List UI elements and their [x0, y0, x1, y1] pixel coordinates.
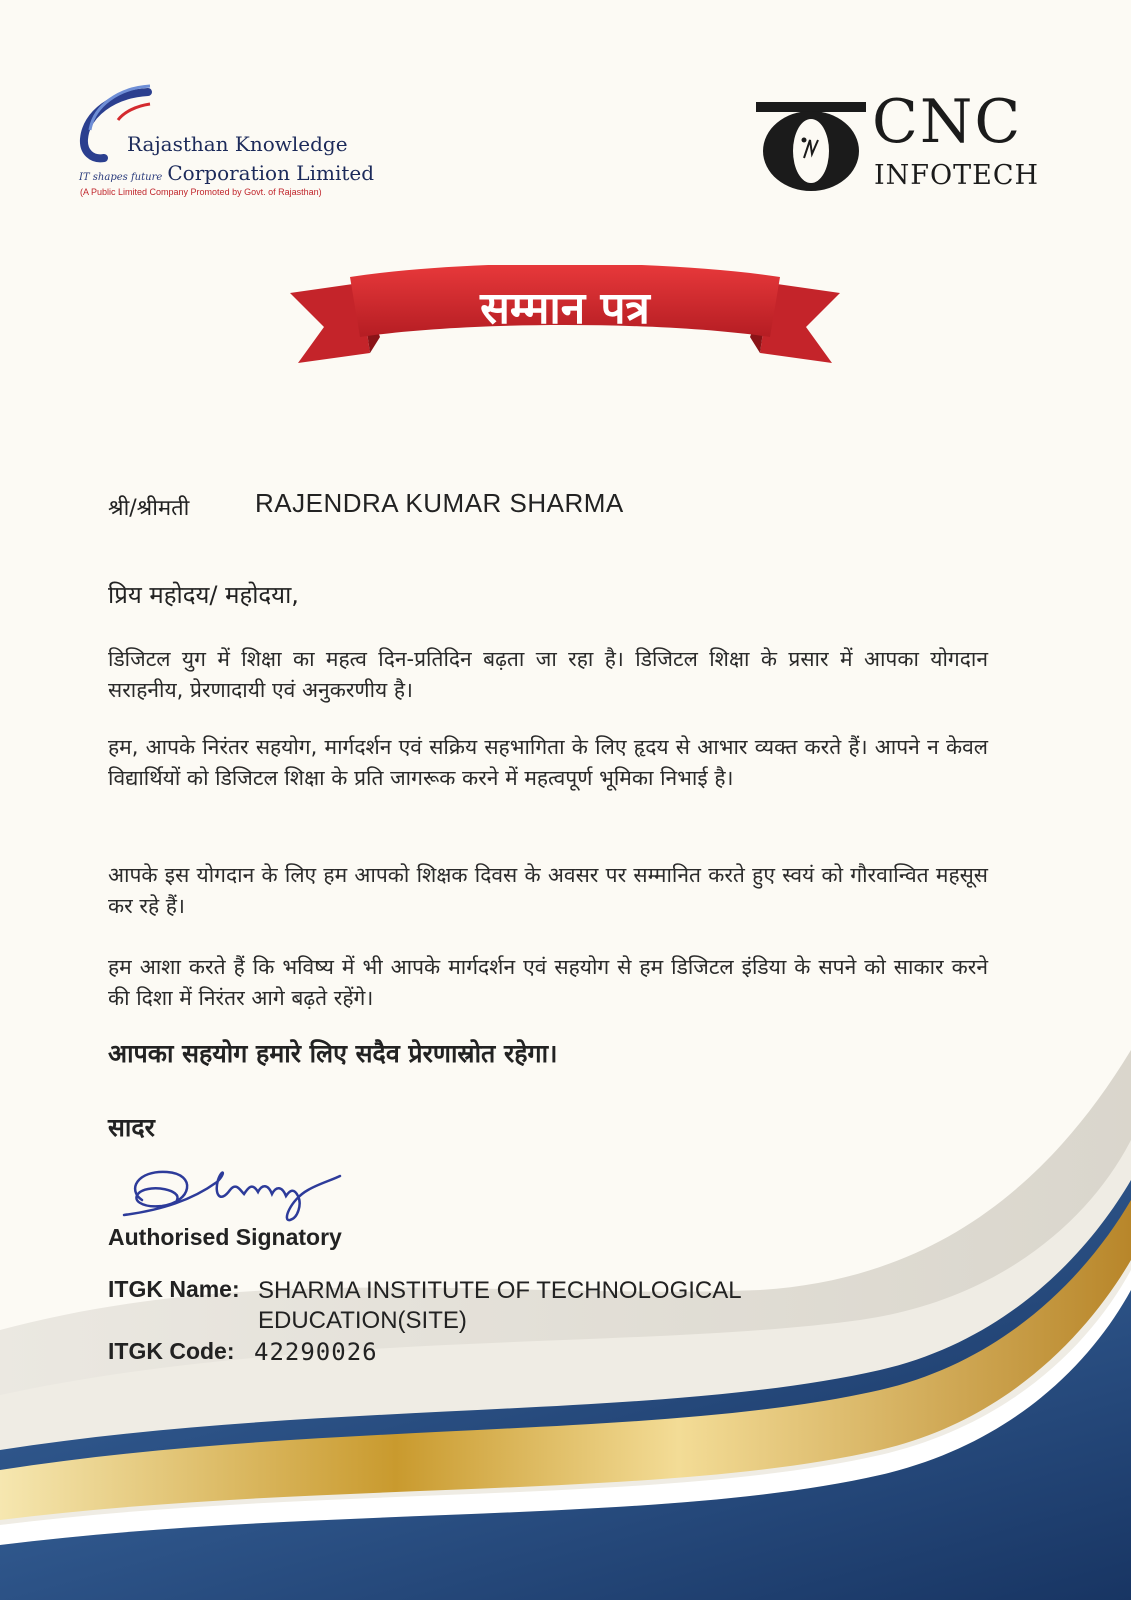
itgk-code-label: ITGK Code:	[108, 1338, 235, 1364]
body-paragraph: आपके इस योगदान के लिए हम आपको शिक्षक दिवस के अवसर पर सम्मानित करते हुए स्वयं को गौरवान्वित महसूस कर रहे हैं।	[108, 863, 988, 918]
rkcl-name-line2	[79, 161, 374, 185]
itgk-name-label: ITGK Name:	[108, 1276, 240, 1302]
certificate-title: सम्मान पत्र	[480, 283, 650, 334]
itgk-code-value: 42290026	[254, 1338, 378, 1366]
cnc-subtitle: INFOTECH	[874, 160, 1040, 191]
cnc-name: CNC	[872, 87, 1023, 157]
sign-off: सादर	[108, 1113, 155, 1142]
itgk-name-value: SHARMA INSTITUTE OF TECHNOLOGICAL EDUCATION(SITE)	[258, 1277, 741, 1334]
body-paragraph: हम आशा करते हैं कि भविष्य में भी आपके मार्गदर्शन एवं सहयोग से हम डिजिटल इंडिया के सपने को साकार करने की दिशा में निरंतर आगे बढ़ते रहेंगे।	[108, 955, 988, 1010]
rkcl-tagline: IT shapes future	[79, 172, 163, 183]
cnc-infotech-logo-icon	[756, 96, 866, 192]
rkcl-corporation: Corporation Limited	[167, 161, 375, 185]
authorised-signatory-label: Authorised Signatory	[108, 1224, 342, 1250]
rkcl-subtitle: (A Public Limited Company Promoted by Govt. of Rajasthan)	[80, 187, 322, 197]
body-paragraph: डिजिटल युग में शिक्षा का महत्व दिन-प्रतिदिन बढ़ता जा रहा है। डिजिटल शिक्षा के प्रसार में आपका योगदान सराहनीय, प्रेरणादायी एवं अनुकरणीय है।	[108, 647, 988, 702]
recipient-label: श्री/श्रीमती	[108, 496, 190, 521]
closing-line: आपका सहयोग हमारे लिए सदैव प्रेरणास्रोत रहेगा।	[108, 1039, 558, 1068]
recipient-name: RAJENDRA KUMAR SHARMA	[255, 488, 624, 518]
rkcl-name-line1: Rajasthan Knowledge	[127, 132, 348, 156]
greeting: प्रिय महोदय/ महोदया,	[108, 581, 299, 609]
body-paragraph: हम, आपके निरंतर सहयोग, मार्गदर्शन एवं सक्रिय सहभागिता के लिए हृदय से आभार व्यक्त करते हैं। आपने न केवल विद्यार्थियों को डिजिटल शिक्षा के प्रति जागरूक करने में महत्वपूर्ण भूमिका निभाई है।	[108, 735, 988, 790]
signature-image	[122, 1160, 362, 1230]
